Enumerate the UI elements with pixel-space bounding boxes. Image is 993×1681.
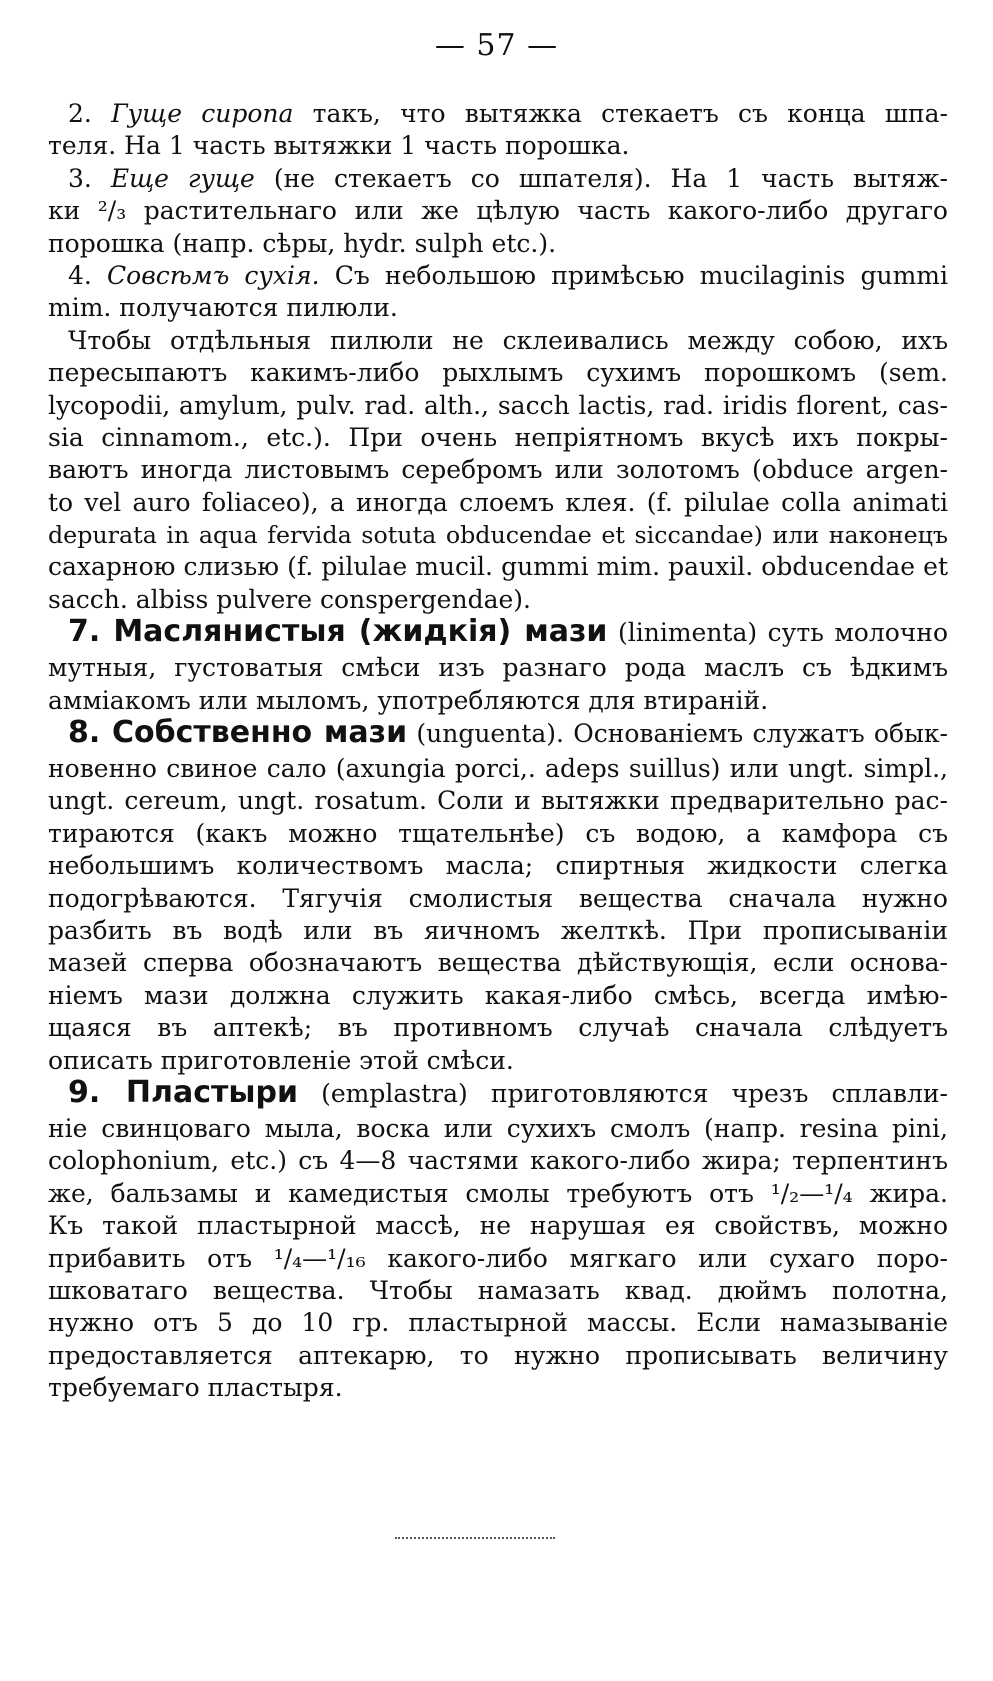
text-line: же, бальзамы и камедистыя смолы требуютъ отъ ¹/₂—¹/₄ жира. (48, 1178, 948, 1208)
text-line: тираются (какъ можно тщательнѣе) съ водою, а камфора съ (48, 818, 948, 848)
text-line: Къ такой пластырной массѣ, не нарушая ея свойствъ, можно (48, 1211, 948, 1241)
text-line: ungt. cereum, ungt. rosatum. Соли и вытяжки предварительно рас- (48, 786, 948, 816)
text-line: шковатаго вещества. Чтобы намазать квад. дюймъ полотна, (48, 1275, 948, 1305)
line-text: (emplastra) приготовляются чрезъ сплавли- (298, 1078, 948, 1108)
end-divider (395, 1537, 555, 1539)
text-line (48, 98, 948, 130)
text-line: to vel auro foliaceo), а иногда слоемъ клея. (f. pilulae colla animati (48, 487, 948, 517)
text-line: lycopodii, amylum, pulv. rad. alth., sacch lactis, rad. iridis florent, cas- (48, 390, 948, 420)
text-line: предоставляется аптекарю, то нужно прописывать величину (48, 1340, 948, 1370)
item-number: 4. (68, 260, 108, 290)
section-number: 9. (68, 1074, 126, 1110)
italic-term: Еще гуще (110, 163, 255, 193)
line-text: (не стекаетъ со шпателя). На 1 часть вытяж- (254, 163, 948, 193)
text-line: новенно свиное сало (axungia porci,. adeps suillus) или ungt. simpl., (48, 754, 948, 784)
line-text: такъ, что вытяжка стекаетъ съ конца шпа- (293, 99, 948, 128)
text-line: ніе свинцоваго мыла, воска или сухихъ смолъ (напр. resina pini, (48, 1113, 948, 1143)
text-line: mim. получаются пилюли. (48, 293, 398, 323)
section-number: 7. (68, 614, 114, 650)
text-line: теля. На 1 часть вытяжки 1 часть порошка. (48, 131, 630, 161)
line-text: (linimenta) суть молочно (607, 618, 949, 648)
line-text: (unguenta). Основаніемъ служатъ обык- (407, 719, 948, 749)
page-number: — 57 — (434, 28, 559, 63)
text-line: пересыпаютъ какимъ-либо рыхлымъ сухимъ порошкомъ (sem. (48, 358, 948, 388)
section-heading: Маслянистыя (жидкія) мази (113, 614, 608, 650)
text-line: мутныя, густоватыя смѣси изъ разнаго рода маслъ съ ѣдкимъ (48, 653, 948, 683)
text-line: sia cinnamom., etc.). При очень непріятномъ вкусѣ ихъ покры- (48, 422, 948, 452)
text-line: подогрѣваются. Тягучія смолистыя вещества сначала нужно (48, 883, 948, 913)
section-heading: Пластыри (125, 1074, 299, 1110)
text-line: мазей сперва обозначаютъ вещества дѣйствующія, если основа- (48, 948, 948, 978)
text-line: ніемъ мази должна служить какая-либо смѣсь, всегда имѣю- (48, 980, 948, 1010)
section-heading-line (48, 717, 948, 753)
line-text: Съ небольшою примѣсью mucilaginis gummi (319, 260, 948, 290)
text-line: ки ²/₃ растительнаго или же цѣлую часть какого-либо другаго (48, 196, 948, 226)
section-heading: Собственно мази (112, 715, 408, 751)
text-line: разбить въ водѣ или въ яичномъ желткѣ. При прописываніи (48, 915, 948, 945)
text-line: Чтобы отдѣльныя пилюли не склеивались между собою, ихъ (68, 325, 948, 355)
text-line: colophonium, etc.) съ 4—8 частями какого-либо жира; терпентинъ (48, 1146, 948, 1176)
text-line: описать приготовленіе этой смѣси. (48, 1045, 514, 1075)
section-number: 8. (68, 715, 113, 751)
item-number: 2. (68, 99, 112, 128)
section-heading-line (48, 1074, 948, 1113)
text-line: sacch. albiss pulvere conspergendae). (48, 584, 531, 614)
text-line: сахарною слизью (f. pilulae mucil. gummi mim. pauxil. obducendae et (48, 552, 948, 582)
italic-term: Совсѣмъ сухія. (107, 260, 320, 290)
text-line (48, 260, 948, 292)
text-line: щаяся въ аптекѣ; въ противномъ случаѣ сначала слѣдуетъ (48, 1013, 948, 1043)
text-line: прибавить отъ ¹/₄—¹/₁₆ какого-либо мягкаго или сухаго поро- (48, 1243, 948, 1273)
text-line (48, 163, 948, 195)
text-line: ваютъ иногда листовымъ серебромъ или золотомъ (obduce argen- (48, 455, 948, 485)
section-heading-line (48, 616, 948, 652)
item-number: 3. (68, 163, 111, 193)
text-line: depurata in aqua fervida sotuta obducendae et siccandae) или наконецъ (48, 521, 948, 550)
text-line: порошка (напр. сѣры, hydr. sulph etc.). (48, 228, 557, 258)
text-line: нужно отъ 5 до 10 гр. пластырной массы. Если намазываніе (48, 1308, 948, 1338)
italic-term: Гуще сиропа (111, 99, 294, 128)
text-line: требуемаго пластыря. (48, 1373, 343, 1403)
text-line: амміакомъ или мыломъ, употребляются для втираній. (48, 685, 769, 715)
page-body (48, 98, 948, 1404)
text-line: небольшимъ количествомъ масла; спиртныя жидкости слегка (48, 851, 948, 881)
